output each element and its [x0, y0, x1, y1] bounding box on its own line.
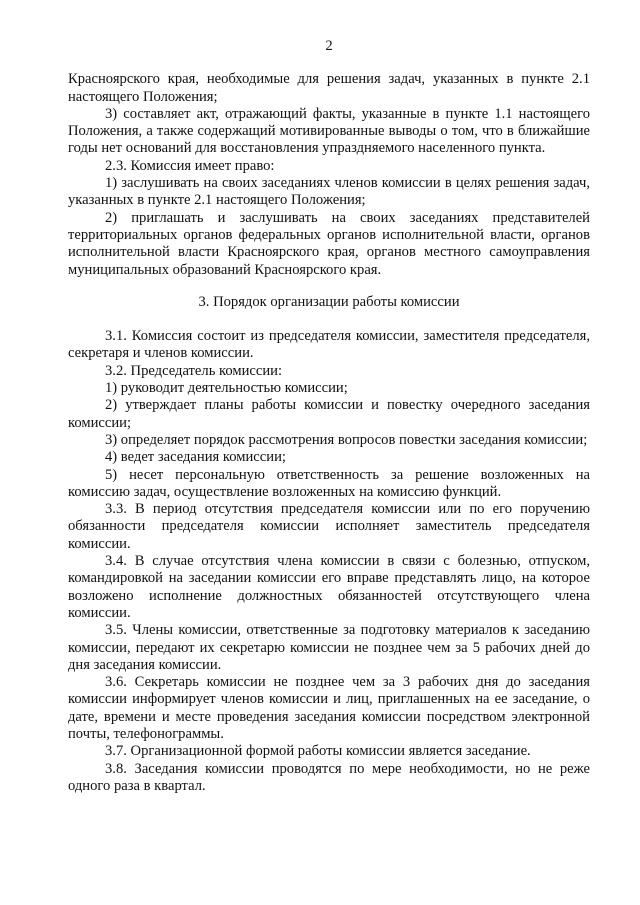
section-heading: 3. Порядок организации работы комиссии	[198, 293, 460, 310]
paragraph: 3.1. Комиссия состоит из председателя комиссии, заместителя председателя, секретаря и членов комиссии.	[68, 328, 590, 362]
paragraph: 5) несет персональную ответственность за решение возложенных на комиссию задач, осуществление возложенных на комиссию функций.	[68, 466, 590, 500]
document-page	[68, 38, 590, 795]
paragraph: 3.6. Секретарь комиссии не позднее чем за 3 рабочих дня до заседания комиссии информирует членов комиссии и лиц, приглашенных на ее заседание, о дате, времени и месте проведения заседания комиссии посредством электронной почты, телефонограммы.	[68, 674, 590, 742]
paragraph: 3) составляет акт, отражающий факты, указанные в пункте 1.1 настоящего Положения, а также содержащий мотивированные выводы о том, что в ближайшие годы нет оснований для восстановления упраздняемого населенного пункта.	[68, 105, 590, 157]
paragraph: 1) заслушивать на своих заседаниях членов комиссии в целях решения задач, указанных в пункте 2.1 настоящего Положения;	[68, 175, 590, 209]
paragraph: 2) приглашать и заслушивать на своих заседаниях представителей территориальных органов федеральных органов исполнительной власти, органов исполнительной власти Красноярского края, органов местного самоуправления муниципальных образований Красноярского края.	[68, 209, 590, 278]
paragraph: 3.3. В период отсутствия председателя комиссии или по его поручению обязанности председателя комиссии исполняет заместитель председателя комиссии.	[68, 501, 590, 552]
paragraph: 2.3. Комиссия имеет право:	[105, 157, 275, 174]
page-number: 2	[325, 38, 333, 54]
paragraph: 1) руководит деятельностью комиссии;	[105, 380, 348, 397]
paragraph: 3.5. Члены комиссии, ответственные за подготовку материалов к заседанию комиссии, передают их секретарю комиссии не позднее чем за 5 рабочих дней до дня заседания комиссии.	[68, 622, 590, 673]
paragraph: 2) утверждает планы работы комиссии и повестку очередного заседания комиссии;	[68, 397, 590, 431]
paragraph: 3.8. Заседания комиссии проводятся по мере необходимости, но не реже одного раза в квартал.	[68, 760, 590, 794]
paragraph: 3.2. Председатель комиссии:	[105, 362, 283, 379]
paragraph: 3) определяет порядок рассмотрения вопросов повестки заседания комиссии;	[105, 431, 588, 448]
paragraph: 3.7. Организационной формой работы комиссии является заседание.	[105, 743, 531, 760]
paragraph: 3.4. В случае отсутствия члена комиссии в связи с болезнью, отпуском, командировкой на заседании комиссии его вправе представлять лицо, на которое возложено исполнение должностных обязанностей отсутствующего члена комиссии.	[68, 553, 590, 621]
paragraph: Красноярского края, необходимые для решения задач, указанных в пункте 2.1 настоящего Положения;	[68, 71, 590, 105]
paragraph: 4) ведет заседания комиссии;	[105, 449, 286, 466]
